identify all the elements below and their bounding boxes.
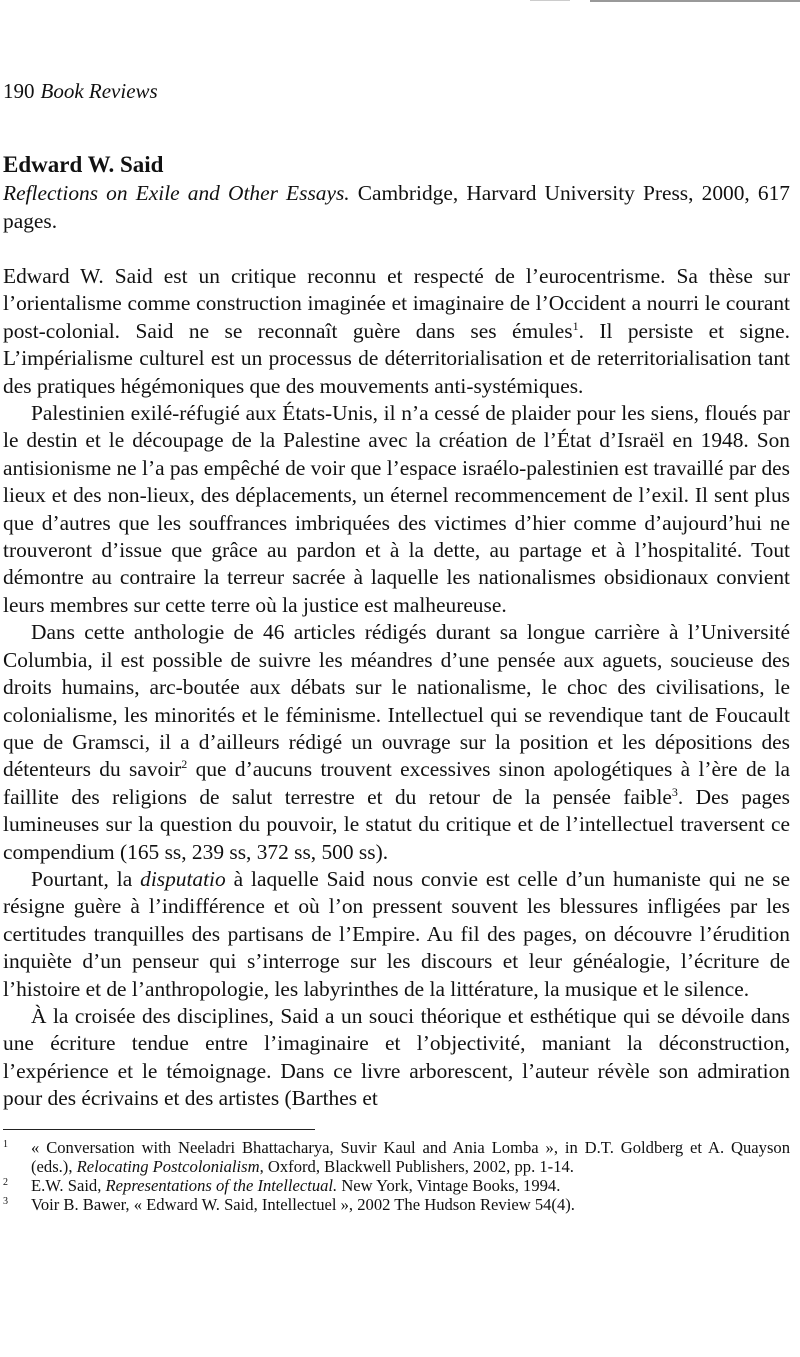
footnote-ref-2: 2 — [181, 757, 188, 772]
book-title: Reflections on Exile and Other Essays. — [3, 181, 350, 205]
paragraph-1 — [3, 263, 790, 400]
top-edge-mark-short — [530, 0, 570, 1]
publisher-info: Cambridge, Harvard University Press, 2000, 617 pages. — [3, 181, 790, 233]
paragraph-3-text-b: que d’aucuns trouvent excessives sinon apologétiques à l’ère de la faillite des religions de salut terrestre et du retour de la pensée faible — [3, 757, 791, 809]
paragraph-1-text-a: Edward W. Said est un critique reconnu et respecté de l’eurocentrisme. Sa thèse sur l’orientalisme comme construction imaginée et imaginaire de l’Occident a nourri le courant post-colonial. Said ne se reconnaît guère dans ses émules — [3, 264, 790, 343]
review-body — [3, 263, 790, 1113]
footnote-divider — [3, 1129, 315, 1130]
paragraph-5: À la croisée des disciplines, Said a un souci théorique et esthétique qui se dévoile dans une écriture tendue entre l’imaginaire et l’objectivité, maniant la déconstruction, l’expérience et le témoignage. Dans ce livre arborescent, l’auteur révèle son admiration pour des écrivains et des artistes (Barthes et — [3, 1003, 790, 1111]
paragraph-4-text-b: à laquelle Said nous convie est celle d’un humaniste qui ne se résigne guère à l’indifférence et où l’on pressent souvent les blessures infligées par les certitudes tranquilles des partisans de l’Empire. Au fil des pages, on découvre l’érudition inquiète d’un penseur qui s’interroge sur les discours et leur généalogie, l’écriture de l’histoire et de l’anthropologie, les labyrinthes de la littérature, la musique et le silence. — [3, 866, 791, 1001]
footnote-number: 1 — [3, 1138, 8, 1150]
footnote-number: 3 — [3, 1195, 8, 1207]
footnote-ref-1: 1 — [572, 318, 579, 333]
footnote-text-a: E.W. Said, — [31, 1175, 106, 1195]
footnote-number: 2 — [3, 1176, 8, 1188]
footnote-text — [31, 1176, 790, 1195]
page-number: 190 — [3, 79, 35, 103]
footnote-text-a: « Conversation with Neeladri Bhattacharya, Suvir Kaul and Ania Lomba », in D.T. Goldberg et A. Quayson (eds.), — [31, 1137, 790, 1176]
paragraph-4 — [3, 866, 790, 1003]
paragraph-3-text-a: Dans cette anthologie de 46 articles rédigés durant sa longue carrière à l’Université Columbia, il est possible de suivre les méandres d’une pensée aux aguets, soucieuse des droits humains, arc-boutée aux débats sur le nationalisme, le choc des civilisations, le colonialisme, les minorités et le féminisme. Intellectuel qui se revendique tant de Foucault que de Gramsci, il a d’ailleurs rédigé un ouvrage sur la position et les dépositions des détenteurs du savoir — [3, 620, 790, 782]
footnote — [3, 1195, 790, 1214]
footnote — [3, 1176, 790, 1195]
paragraph-4-text-a: Pourtant, la — [31, 866, 141, 891]
footnote-text-b: New York, Vintage Books, 1994. — [337, 1175, 561, 1195]
paragraph-2: Palestinien exilé-réfugié aux États-Unis, il n’a cessé de plaider pour les siens, floués par le destin et le découpage de la Palestine avec la création de l’État d’Israël en 1948. Son antisionisme ne l’a pas empêché de voir que l’espace israélo-palestinien est travaillé par des lieux et des non-lieux, des déplacements, un éternel recommencement de l’exil. Il sent plus que d’autres que les souffrances imbriquées des victimes d’hier comme d’aujourd’hui ne trouveront d’issue que grâce au pardon et à la dette, au partage et à l’hospitalité. Tout démontre au contraire la terreur sacrée à laquelle les nationalismes obsidionaux convient leurs membres sur cette terre où la justice est malheureuse. — [3, 401, 790, 617]
footnote-ref-3: 3 — [671, 784, 678, 799]
footnote-text-b: , Oxford, Blackwell Publishers, 2002, pp. 1-14. — [259, 1156, 574, 1176]
footnote-text — [31, 1138, 790, 1176]
top-edge-mark — [590, 0, 800, 2]
footnote-emphasis: Representations of the Intellectual. — [105, 1175, 338, 1195]
footnote-text — [31, 1195, 790, 1214]
paragraph-3 — [3, 619, 790, 866]
book-citation — [3, 179, 790, 235]
footnote-emphasis: Relocating Postcolonialism — [76, 1156, 260, 1176]
running-title: Book Reviews — [40, 79, 158, 103]
review-author: Edward W. Said — [3, 152, 164, 177]
running-head — [3, 78, 790, 104]
journal-page — [3, 78, 790, 1214]
footnote-text-a: Voir B. Bawer, « Edward W. Said, Intellectuel », 2002 The Hudson Review 54(4). — [31, 1194, 575, 1214]
footnote — [3, 1138, 790, 1176]
paragraph-3-text-c: . Des pages lumineuses sur la question du pouvoir, le statut du critique et de l’intellectuel traversent ce compendium (165 ss, 239 ss, 372 ss, 500 ss). — [3, 784, 790, 864]
footnotes — [3, 1138, 790, 1214]
paragraph-4-emphasis: disputatio — [140, 866, 226, 891]
paragraph-1-text-b: . Il persiste et signe. L’impérialisme culturel est un processus de déterritorialisation et de reterritorialisation tant des pratiques hégémoniques que des mouvements anti-systémiques. — [3, 318, 790, 398]
